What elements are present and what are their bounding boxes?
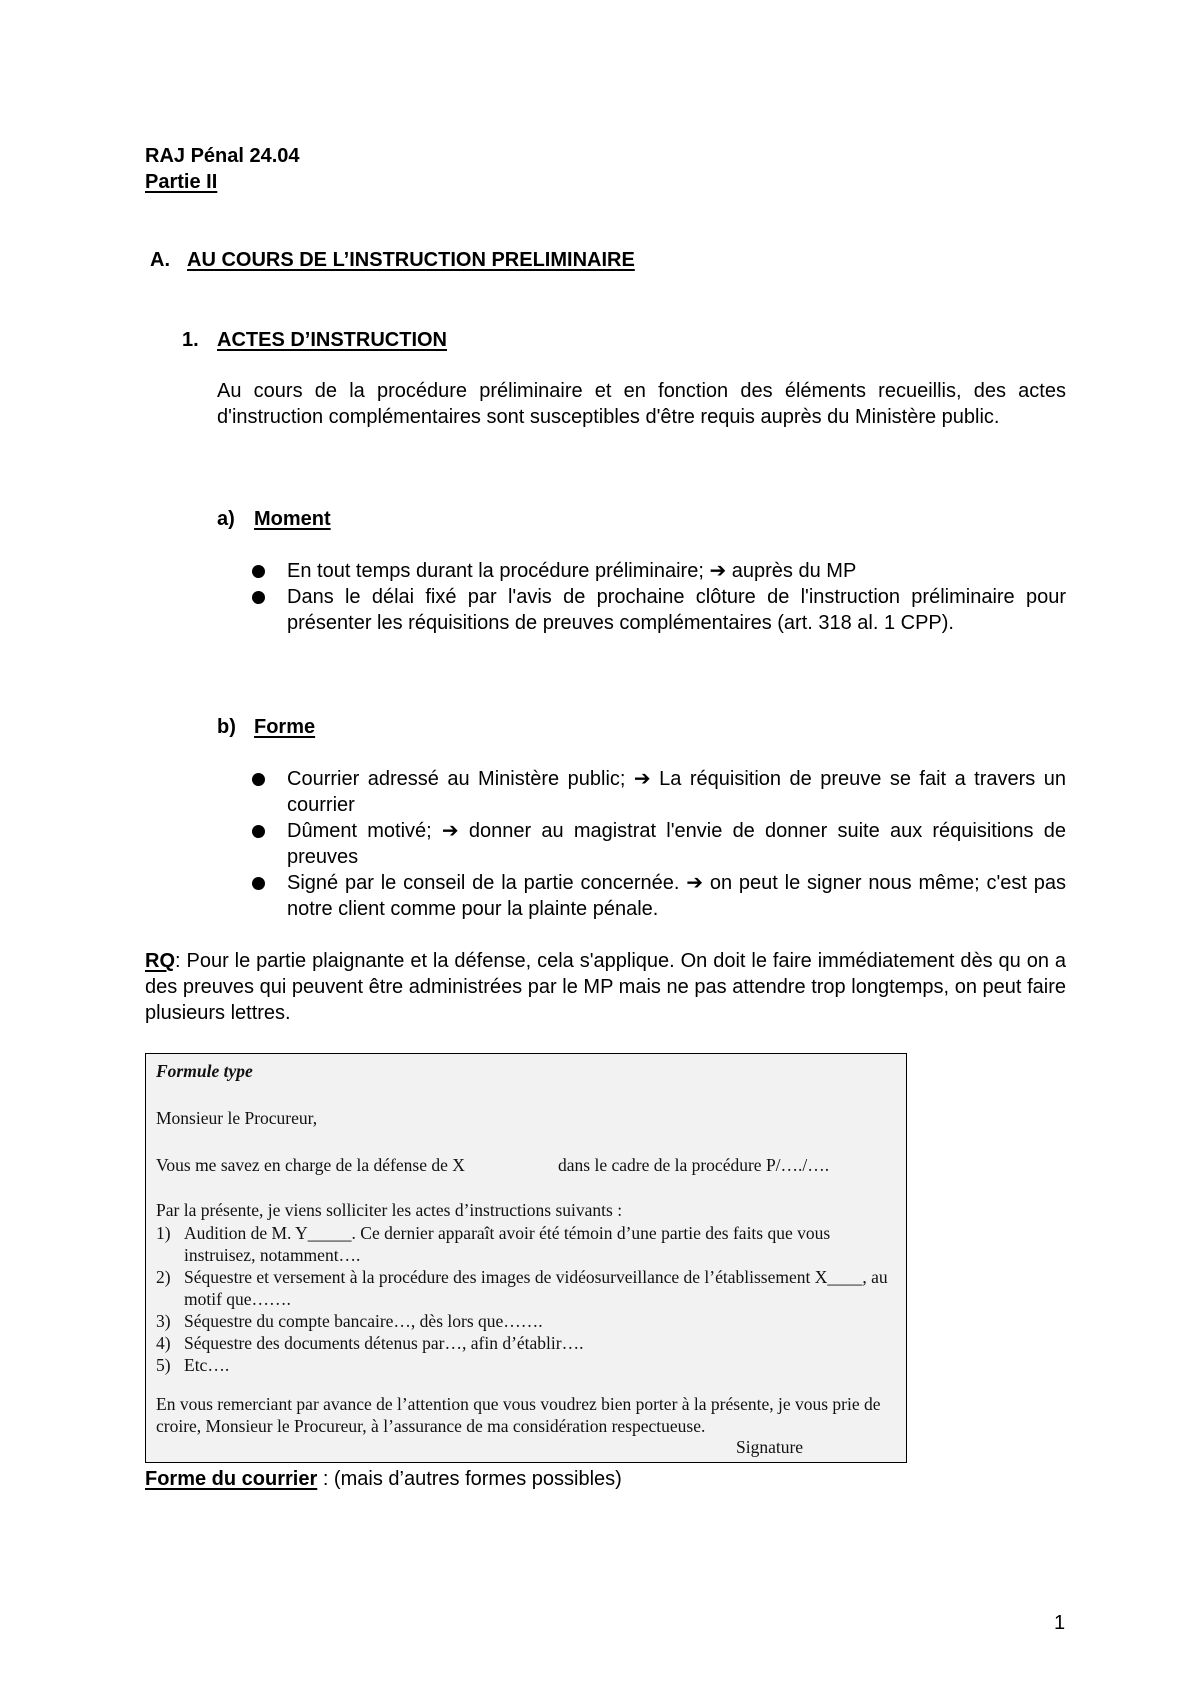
template-item-number: 4) bbox=[156, 1333, 171, 1353]
bullet-text: Courrier adressé au Ministère public; bbox=[287, 768, 626, 790]
arrow-right-icon: ➔ bbox=[709, 560, 727, 582]
template-item-text: Séquestre des documents détenus par…, afin d’établir…. bbox=[184, 1333, 584, 1353]
document-title: RAJ Pénal 24.04 bbox=[145, 145, 300, 167]
moment-title: Moment bbox=[254, 508, 331, 530]
template-item-text: Séquestre et versement à la procédure des images de vidéosurveillance de l’établissement X____, au motif que……. bbox=[184, 1267, 888, 1309]
template-item-number: 2) bbox=[156, 1267, 171, 1287]
arrow-right-icon: ➔ bbox=[633, 768, 651, 790]
forme-label: b) bbox=[217, 716, 236, 738]
caption bbox=[145, 1466, 622, 1492]
forme-bullet-1 bbox=[252, 766, 1066, 818]
bullet-text-after: La réquisition de preuve se fait a travers un courrier bbox=[287, 768, 1066, 816]
remark-text: : Pour le partie plaignante et la défense, cela s'applique. On doit le faire immédiatement dès qu on a des preuves qui peuvent être administrées par le MP mais ne pas attendre trop longtemps, on peut faire plusieurs lettres. bbox=[145, 950, 1066, 1024]
template-heading: Formule type bbox=[156, 1061, 253, 1081]
arrow-right-icon: ➔ bbox=[441, 820, 459, 842]
template-item-text: Audition de M. Y_____. Ce dernier apparaît avoir été témoin d’une partie des faits que vous instruisez, notamment…. bbox=[184, 1223, 831, 1265]
arrow-right-icon: ➔ bbox=[686, 872, 703, 894]
template-line-procedure: dans le cadre de la procédure P/…./…. bbox=[558, 1155, 830, 1175]
forme-bullet-3 bbox=[252, 870, 1066, 922]
document-part: Partie II bbox=[145, 171, 218, 193]
bullet-icon bbox=[252, 565, 265, 578]
bullet-text-after: donner au magistrat l'envie de donner suite aux réquisitions de preuves bbox=[287, 820, 1067, 868]
bullet-text: Dans le délai fixé par l'avis de prochaine clôture de l'instruction préliminaire pour présenter les réquisitions de preuves complémentaires (art. 318 al. 1 CPP). bbox=[287, 586, 1066, 634]
template-signature: Signature bbox=[736, 1437, 804, 1457]
section-a-title: AU COURS DE L’INSTRUCTION PRELIMINAIRE bbox=[187, 249, 635, 271]
moment-bullet-1 bbox=[252, 558, 1066, 584]
template-letter-box bbox=[145, 1053, 907, 1463]
page-number: 1 bbox=[1054, 1612, 1066, 1634]
template-salutation: Monsieur le Procureur, bbox=[156, 1108, 318, 1128]
template-item-text: Séquestre du compte bancaire…, dès lors que……. bbox=[184, 1311, 543, 1331]
bullet-text-after: on peut le signer nous même; c'est pas notre client comme pour la plainte pénale. bbox=[287, 872, 1067, 920]
template-item-number: 3) bbox=[156, 1311, 171, 1331]
section-1-title: ACTES D’INSTRUCTION bbox=[217, 329, 447, 351]
bullet-text-after: auprès du MP bbox=[731, 560, 857, 582]
remark-paragraph bbox=[145, 948, 1066, 1026]
moment-label: a) bbox=[217, 508, 235, 530]
caption-text: : (mais d’autres formes possibles) bbox=[317, 1468, 622, 1490]
template-line-defense: Vous me savez en charge de la défense de X bbox=[156, 1155, 465, 1175]
bullet-text: Dûment motivé; bbox=[287, 820, 432, 842]
forme-title: Forme bbox=[254, 716, 316, 738]
bullet-text: En tout temps durant la procédure préliminaire; bbox=[287, 560, 704, 582]
section-1-intro: Au cours de la procédure préliminaire et en fonction des éléments recueillis, des actes d'instruction complémentaires sont susceptibles d'être requis auprès du Ministère public. bbox=[217, 380, 1066, 428]
template-closing: En vous remerciant par avance de l’attention que vous voudrez bien porter à la présente, je vous prie de croire, Monsieur le Procureur, à l’assurance de ma considération respectueuse. bbox=[156, 1394, 881, 1436]
template-intro: Par la présente, je viens solliciter les actes d’instructions suivants : bbox=[156, 1200, 623, 1220]
bullet-icon bbox=[252, 773, 265, 786]
section-a-letter: A. bbox=[150, 249, 170, 271]
section-1-number: 1. bbox=[182, 329, 199, 351]
bullet-icon bbox=[252, 591, 265, 604]
moment-bullet-2 bbox=[252, 584, 1066, 664]
template-item-text: Etc…. bbox=[184, 1355, 230, 1375]
bullet-icon bbox=[252, 877, 265, 890]
template-item-number: 5) bbox=[156, 1355, 171, 1375]
caption-label: Forme du courrier bbox=[145, 1468, 318, 1490]
bullet-text: Signé par le conseil de la partie concernée. bbox=[287, 872, 680, 894]
bullet-icon bbox=[252, 825, 265, 838]
forme-bullet-2 bbox=[252, 818, 1066, 870]
remark-label: RQ bbox=[145, 950, 175, 972]
template-item-number: 1) bbox=[156, 1223, 171, 1243]
